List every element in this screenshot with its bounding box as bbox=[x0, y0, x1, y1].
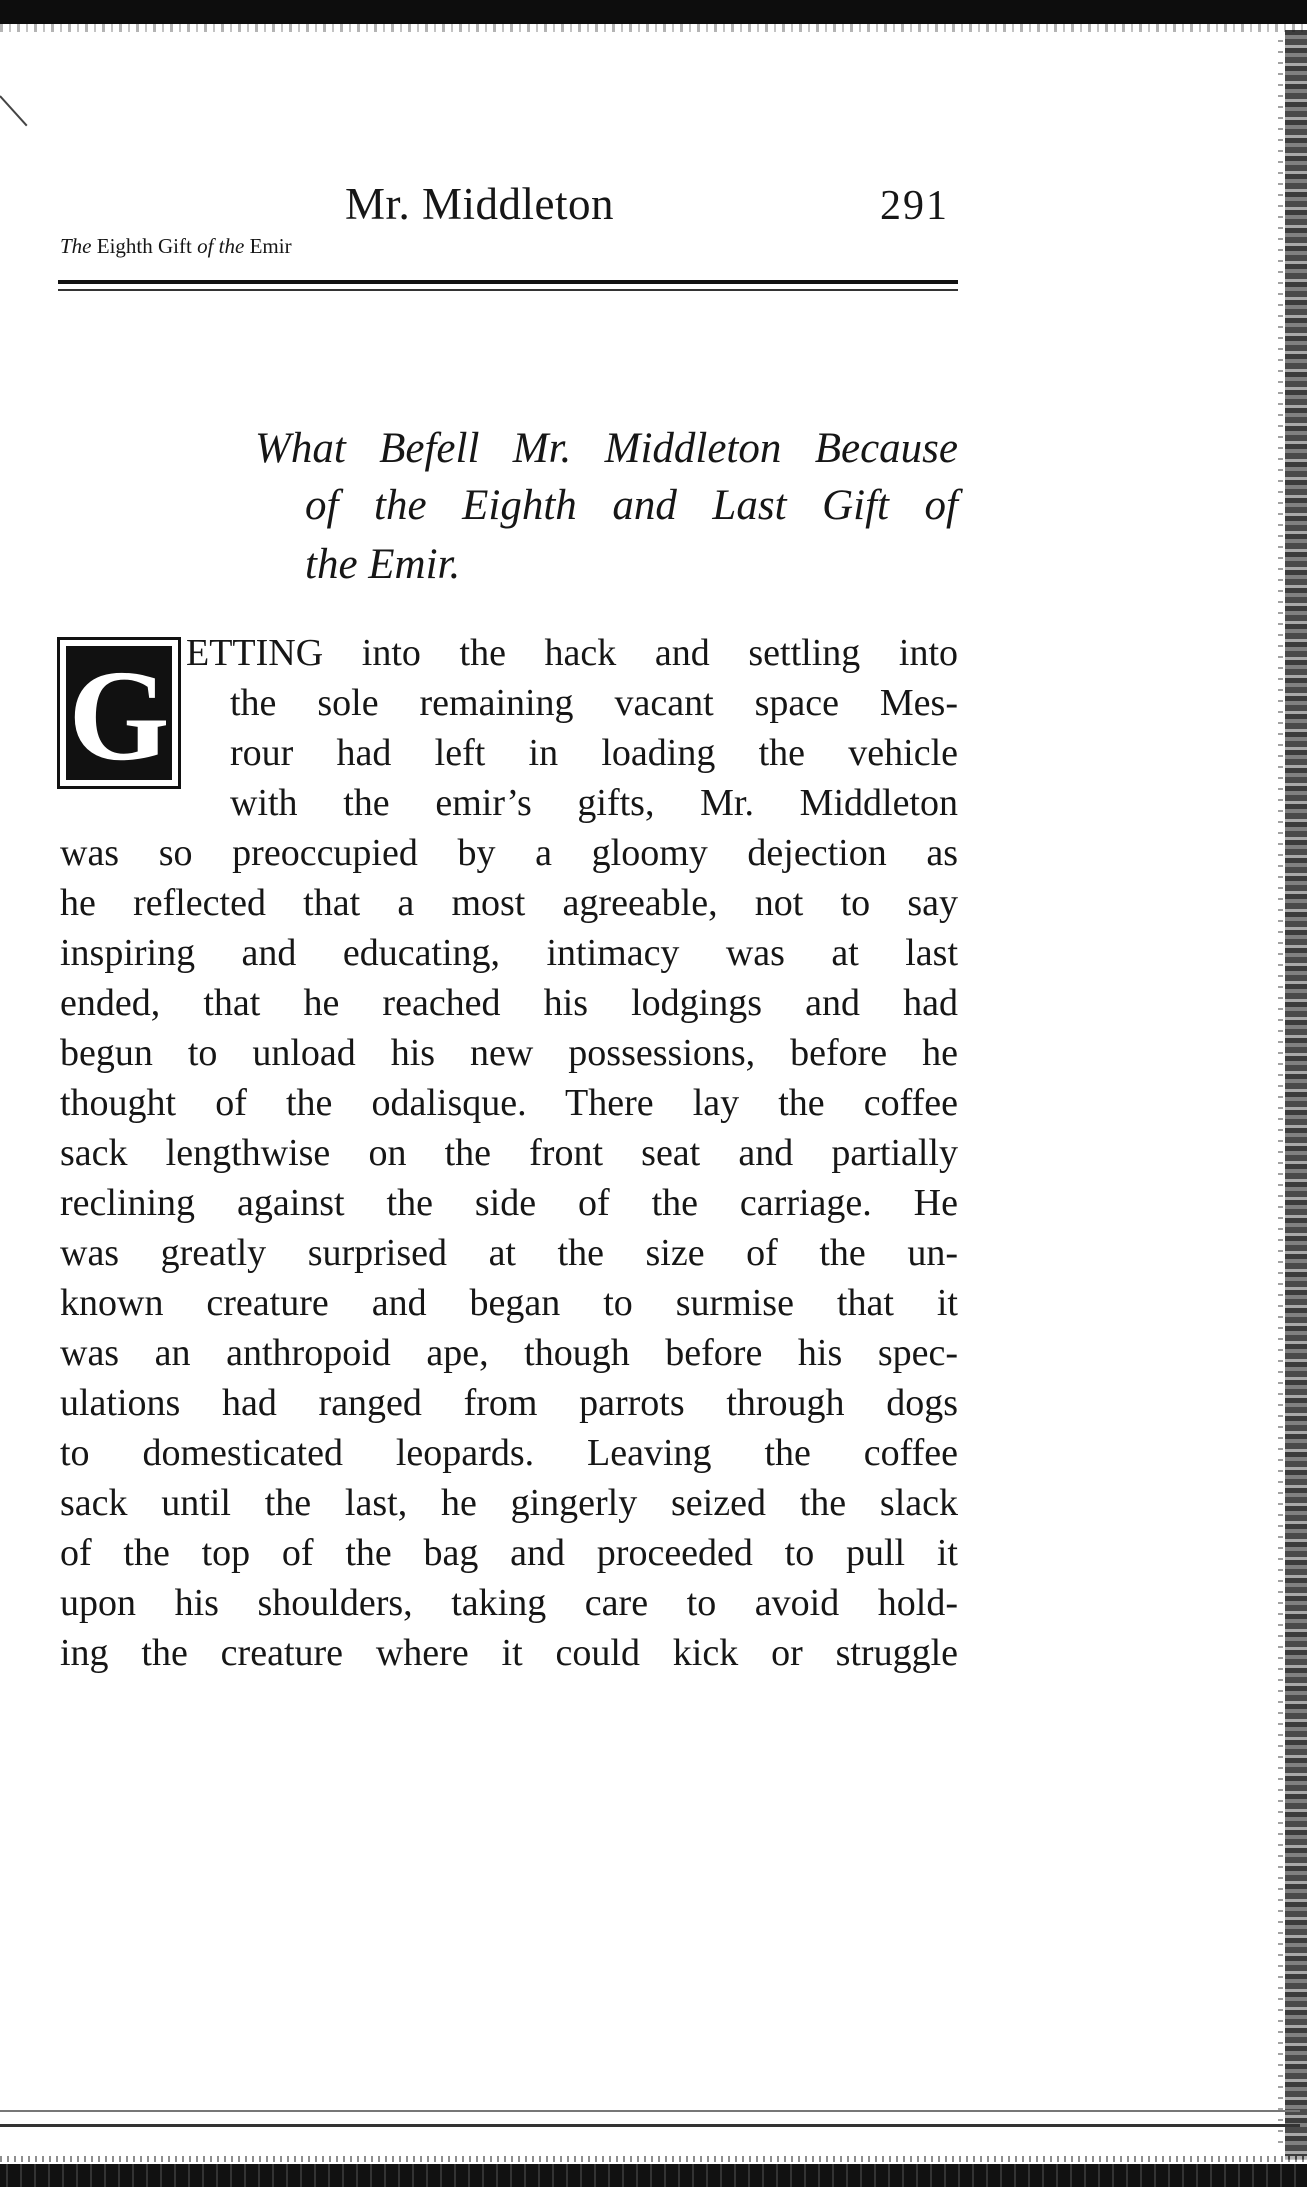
chapter-title-line: of the Eighth and Last Gift of bbox=[305, 482, 958, 529]
body-line: of the top of the bag and proceeded to pull it bbox=[60, 1532, 958, 1574]
chapter-title-line: the Emir. bbox=[305, 541, 461, 588]
body-line: with the emir’s gifts, Mr. Middleton bbox=[230, 782, 958, 824]
scan-bottom-edge bbox=[0, 2164, 1307, 2187]
running-subheading bbox=[60, 234, 292, 259]
body-line: the sole remaining vacant space Mes- bbox=[230, 682, 958, 724]
body-line: reclining against the side of the carriage. He bbox=[60, 1182, 958, 1224]
scan-top-fringe bbox=[0, 24, 1307, 32]
drop-cap-frame bbox=[57, 637, 181, 789]
body-line: inspiring and educating, intimacy was at last bbox=[60, 932, 958, 974]
chapter-title-line: What Befell Mr. Middleton Because bbox=[255, 425, 958, 472]
body-line: was so preoccupied by a gloomy dejection as bbox=[60, 832, 958, 874]
body-line: he reflected that a most agreeable, not to say bbox=[60, 882, 958, 924]
body-line: was greatly surprised at the size of the un- bbox=[60, 1232, 958, 1274]
body-line: ETTING into the hack and settling into bbox=[186, 632, 958, 674]
drop-cap-block bbox=[66, 644, 172, 788]
body-line: sack until the last, he gingerly seized the slack bbox=[60, 1482, 958, 1524]
drop-cap-letter: G bbox=[68, 644, 170, 788]
header-rule-thin bbox=[58, 289, 958, 291]
subheading-emir: Emir bbox=[244, 234, 292, 258]
body-line: ulations had ranged from parrots through dogs bbox=[60, 1382, 958, 1424]
body-line: sack lengthwise on the front seat and partially bbox=[60, 1132, 958, 1174]
scan-corner-mark bbox=[0, 95, 28, 126]
subheading-the: The bbox=[60, 234, 92, 258]
scan-right-edge-shadow bbox=[1278, 40, 1283, 2150]
body-line: ing the creature where it could kick or struggle bbox=[60, 1632, 958, 1674]
body-line: known creature and began to surmise that it bbox=[60, 1282, 958, 1324]
body-line: upon his shoulders, taking care to avoid hold- bbox=[60, 1582, 958, 1624]
scan-right-edge bbox=[1285, 30, 1307, 2160]
body-line: to domesticated leopards. Leaving the coffee bbox=[60, 1432, 958, 1474]
page-number: 291 bbox=[880, 183, 949, 229]
body-line: ended, that he reached his lodgings and had bbox=[60, 982, 958, 1024]
scan-bottom-rule bbox=[0, 2110, 1300, 2112]
body-line: begun to unload his new possessions, before he bbox=[60, 1032, 958, 1074]
scan-bottom-fringe bbox=[0, 2156, 1307, 2162]
subheading-eighth-gift: Eighth Gift bbox=[91, 234, 198, 258]
subheading-of-the: of the bbox=[197, 234, 245, 258]
scan-bottom-rule-dark bbox=[0, 2124, 1300, 2127]
running-title: Mr. Middleton bbox=[345, 179, 615, 229]
scan-top-edge bbox=[0, 0, 1307, 24]
body-line: thought of the odalisque. There lay the coffee bbox=[60, 1082, 958, 1124]
header-rule-thick bbox=[58, 280, 958, 284]
body-line: was an anthropoid ape, though before his spec- bbox=[60, 1332, 958, 1374]
body-line: rour had left in loading the vehicle bbox=[230, 732, 958, 774]
